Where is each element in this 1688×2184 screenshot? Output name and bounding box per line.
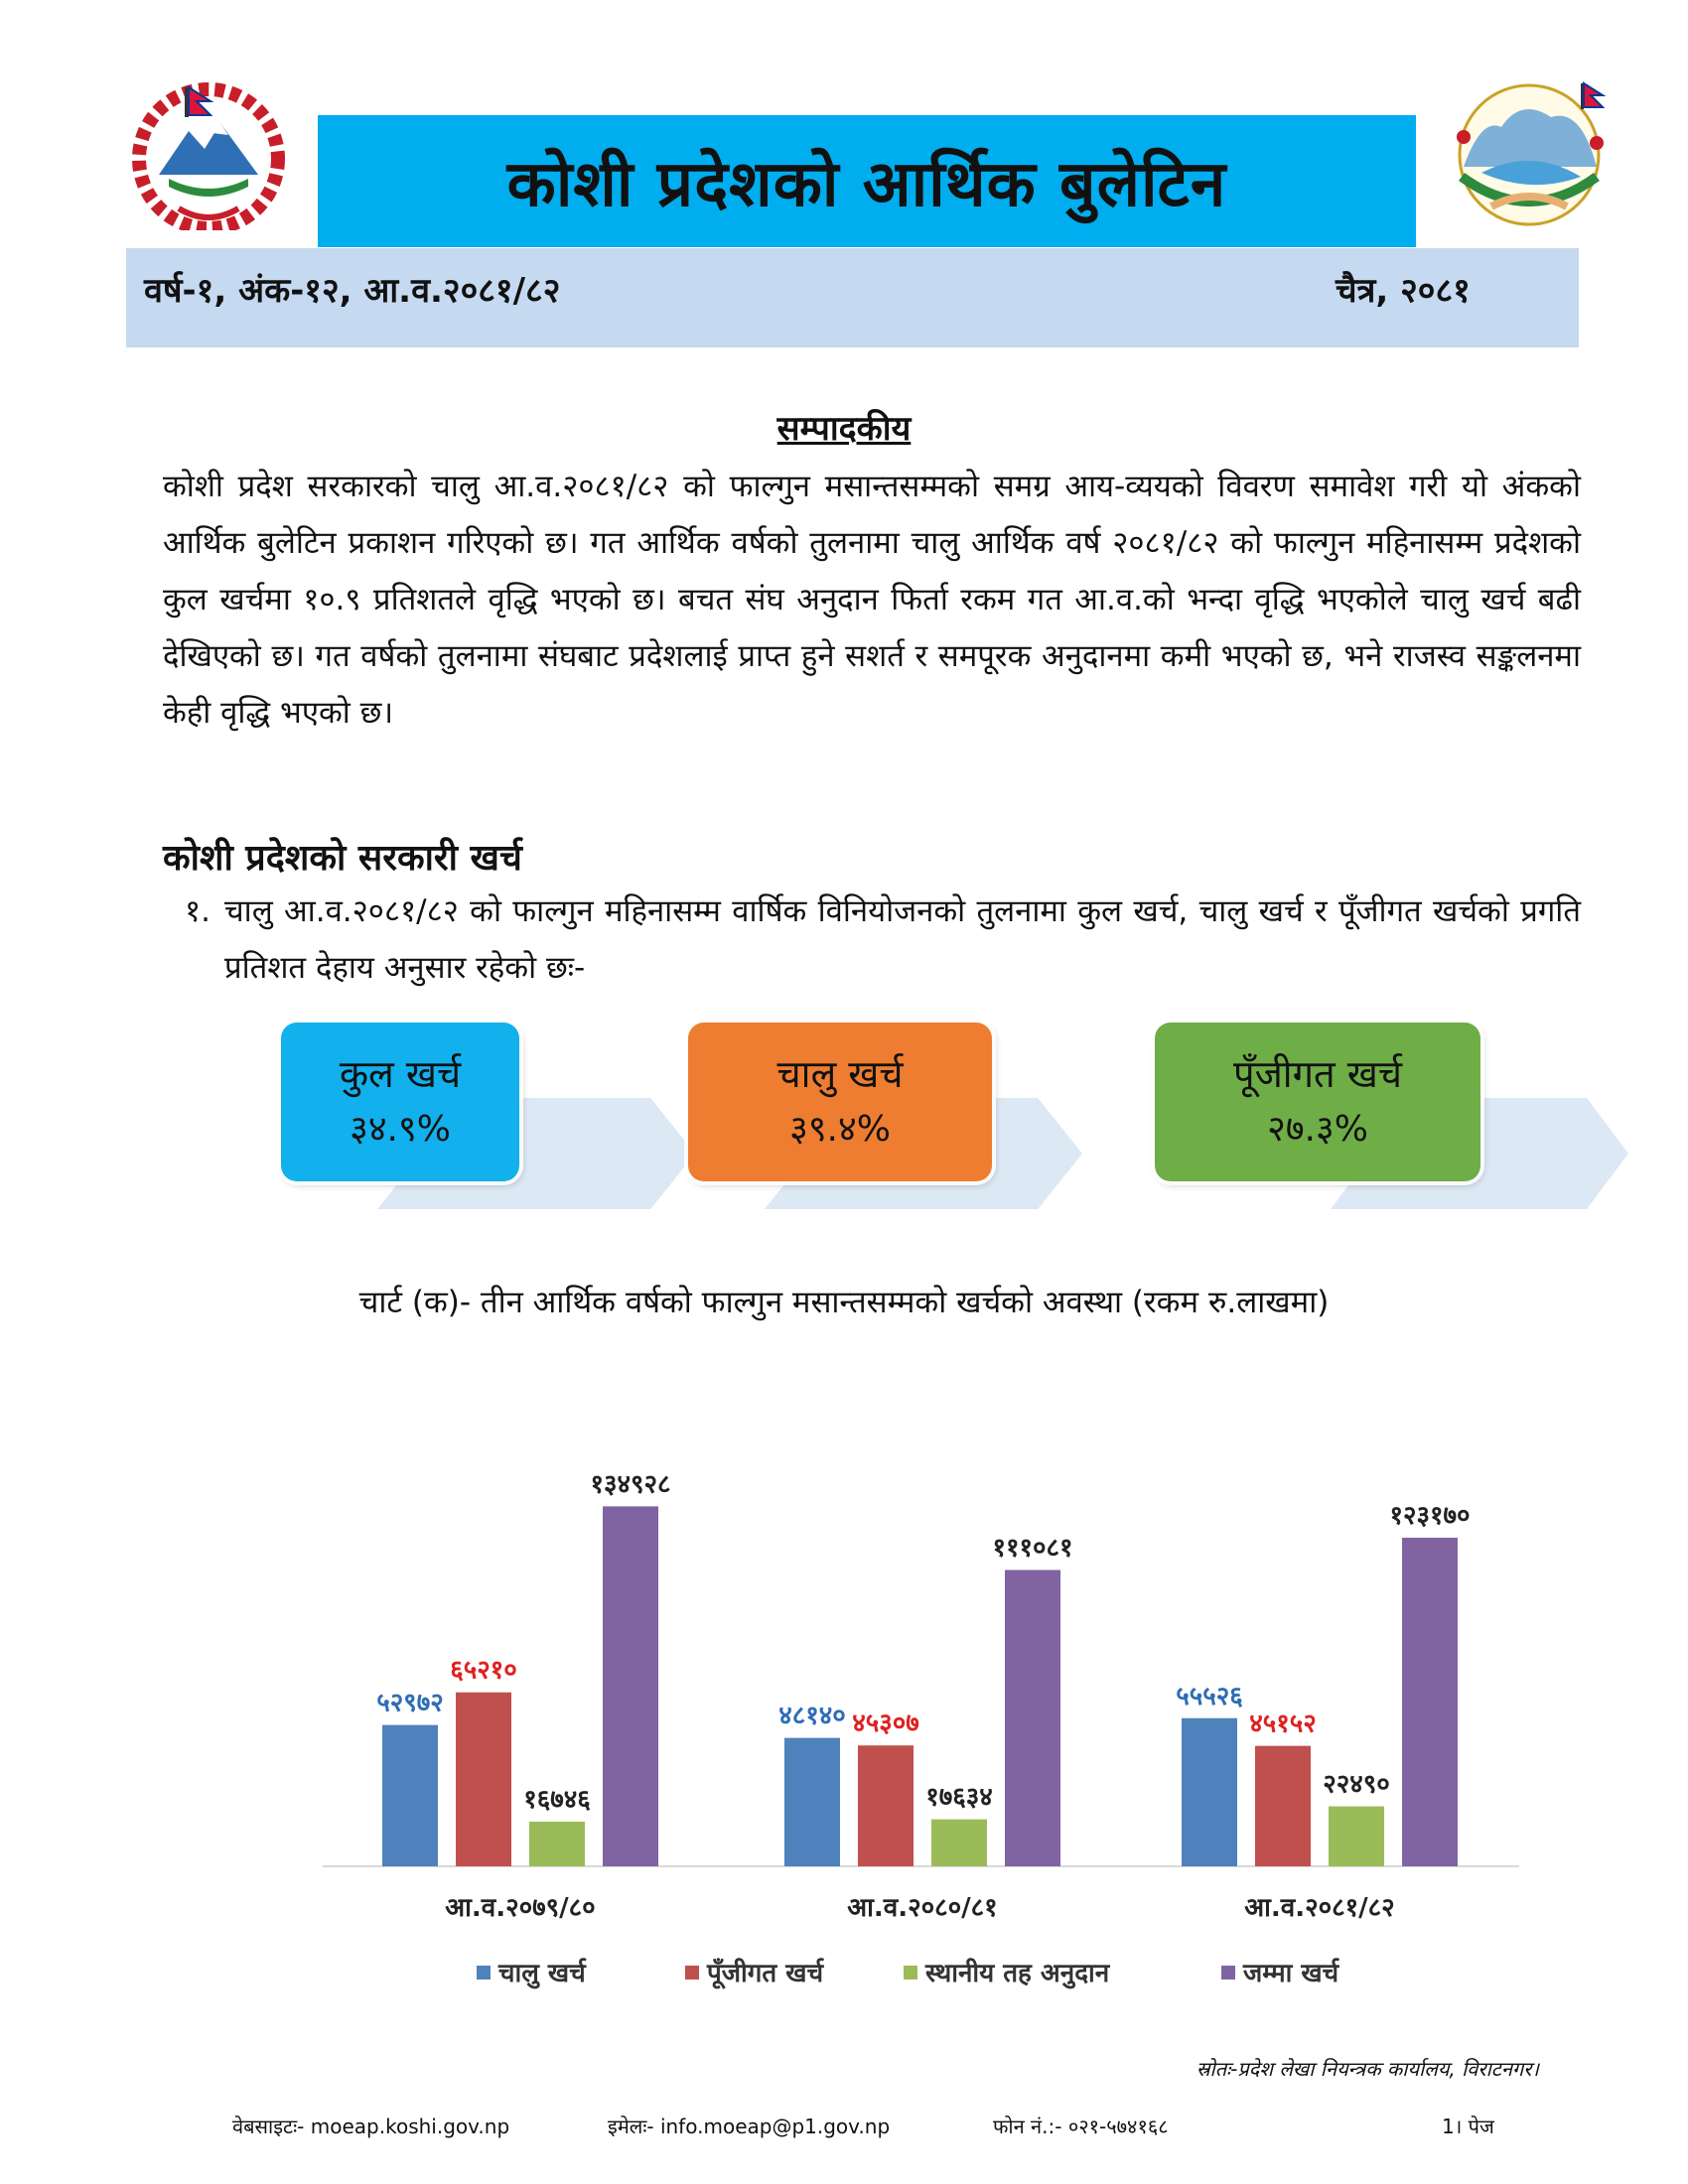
legend-label-1: चालु खर्च — [498, 1959, 586, 1988]
data-label-4-2: १११०८१ — [992, 1533, 1073, 1564]
point-number: १. — [185, 893, 211, 929]
bar-2-3 — [1255, 1746, 1311, 1866]
section-heading: कोशी प्रदेशको सरकारी खर्च — [163, 838, 522, 879]
bar-2-2 — [858, 1745, 914, 1866]
footer-page-number: 1। पेज — [1442, 2115, 1494, 2138]
bar-1-2 — [784, 1738, 840, 1866]
footer-website: वेबसाइटः- moeap.koshi.gov.np — [232, 2115, 510, 2138]
stat-label: पूँजीगत खर्च — [1233, 1052, 1402, 1096]
stat-label: चालु खर्च — [776, 1052, 904, 1096]
legend-swatch-2 — [685, 1966, 699, 1979]
data-label-1-3: ५५५२६ — [1176, 1681, 1243, 1711]
x-tick-label-2: आ.व.२०८०/८१ — [847, 1893, 998, 1923]
bar-4-3 — [1402, 1538, 1458, 1866]
bar-1-3 — [1182, 1718, 1237, 1866]
bar-1-1 — [382, 1725, 438, 1866]
editorial-heading: सम्पादकीय — [776, 409, 912, 449]
bar-4-1 — [603, 1506, 658, 1866]
data-label-4-3: १२३१७० — [1389, 1500, 1471, 1531]
data-label-3-1: १६७४६ — [523, 1784, 591, 1815]
data-label-4-1: १३४९२८ — [590, 1469, 671, 1500]
stat-value: ३४.९% — [350, 1109, 451, 1150]
page-title: कोशी प्रदेशको आर्थिक बुलेटिन — [506, 148, 1227, 221]
chart-caption: चार्ट (क)- तीन आर्थिक वर्षको फाल्गुन मसान्तसम्मको खर्चको अवस्था (रकम रु.लाखमा) — [358, 1285, 1330, 1320]
data-label-2-3: ४५१५२ — [1249, 1708, 1317, 1739]
data-label-1-1: ५२९७२ — [376, 1688, 444, 1718]
stat-label: कुल खर्च — [339, 1052, 462, 1096]
footer-email: इमेलः- info.moeap@p1.gov.np — [608, 2115, 891, 2138]
issue-date: चैत्र, २०८१ — [1336, 271, 1471, 311]
footer-phone: फोन नं.:- ०२१-५७४१६८ — [993, 2115, 1169, 2138]
data-label-2-1: ६५२१० — [450, 1655, 517, 1686]
stat-box-total — [281, 1023, 519, 1181]
x-tick-label-1: आ.व.२०७९/८० — [445, 1893, 596, 1923]
stat-value: २७.३% — [1267, 1109, 1368, 1150]
x-tick-label-3: आ.व.२०८१/८२ — [1244, 1893, 1395, 1923]
stat-box-capital — [1155, 1023, 1480, 1181]
bar-3-2 — [931, 1820, 987, 1866]
bar-2-1 — [456, 1693, 511, 1866]
editorial-body: कोशी प्रदेश सरकारको चालु आ.व.२०८१/८२ को फाल्गुन मसान्तसम्मको समग्र आय-व्ययको विवरण समावेश गरी यो अंकको आर्थिक बुलेटिन प्रकाशन गरिएको छ। गत आर्थिक वर्षको तुलनामा चालु आर्थिक वर्ष २०८१/८२ को फाल्गुन महिनासम्म प्रदेशको कुल खर्चमा १०.९ प्रतिशतले वृद्धि भएको छ। बचत संघ अनुदान फिर्ता रकम गत आ.व.को भन्दा वृद्धि भएकोले चालु खर्च बढी देखिएको छ। गत वर्षको तुलनामा संघबाट प्रदेशलाई प्राप्त हुने सशर्त र समपूरक अनुदानमा कमी भएको छ, भने राजस्व सङ्कलनमा केही वृद्धि भएको छ। — [163, 469, 1581, 731]
nepal-emblem-icon — [109, 79, 308, 230]
issue-info: वर्ष-१, अंक-१२, आ.व.२०८१/८२ — [144, 271, 561, 311]
legend-label-3: स्थानीय तह अनुदान — [925, 1959, 1110, 1988]
stat-box-current — [688, 1023, 992, 1181]
legend-swatch-4 — [1221, 1966, 1235, 1979]
bar-4-2 — [1005, 1570, 1060, 1866]
legend-label-4: जम्मा खर्च — [1243, 1959, 1339, 1988]
legend-swatch-3 — [904, 1966, 917, 1979]
legend-label-2: पूँजीगत खर्च — [707, 1959, 824, 1988]
data-label-3-3: २२४९० — [1323, 1769, 1390, 1800]
bar-3-3 — [1329, 1807, 1384, 1866]
koshi-province-logo-icon — [1442, 77, 1620, 228]
data-label-3-2: १७६३४ — [925, 1782, 993, 1813]
bar-3-1 — [529, 1822, 585, 1866]
point-text: चालु आ.व.२०८१/८२ को फाल्गुन महिनासम्म वार्षिक विनियोजनको तुलनामा कुल खर्च, चालु खर्च र पूँजीगत खर्चको प्रगति प्रतिशत देहाय अनुसार रहेको छः- — [224, 893, 1581, 986]
data-label-2-2: ४५३०७ — [852, 1708, 919, 1739]
expenditure-bar-chart — [0, 1370, 1688, 2045]
legend-swatch-1 — [477, 1966, 491, 1979]
stat-value: ३९.४% — [789, 1109, 891, 1150]
source-note: स्रोतः-प्रदेश लेखा नियन्त्रक कार्यालय, विराटनगर। — [1196, 2057, 1539, 2081]
data-label-1-2: ४८१४० — [778, 1701, 846, 1731]
